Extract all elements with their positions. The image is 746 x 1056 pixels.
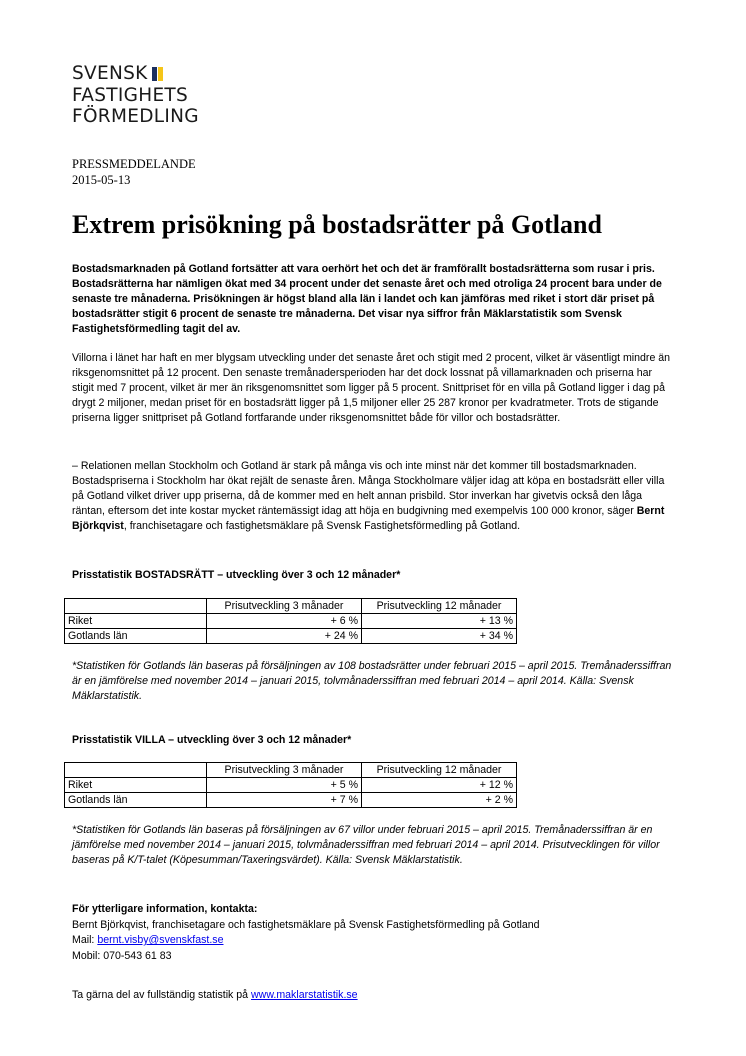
quote-person-name: Bernt Björkqvist	[72, 505, 665, 532]
table-cell: + 5 %	[207, 778, 362, 793]
table-header-cell: Prisutveckling 12 månader	[362, 599, 517, 614]
quote-text: – Relationen mellan Stockholm och Gotland är stark på många vis och inte minst när det kommer till bostadsmarknaden. Bostadspriserna i Stockholm har ökat rejält de senaste åren. Många Stockholmare väljer idag att köpa en bostadsrätt eller villa på Gotland vilket driver upp priserna, då de kommer med en helt annan prisbild. Stor inverkan har givetvis också den låga räntan, eftersom det inte kostar mycket räntemässigt idag att höja en budgivning med exempelvis 100 000 kronor, säger	[72, 460, 665, 517]
table-cell: + 7 %	[207, 793, 362, 808]
table-cell: Gotlands län	[65, 793, 207, 808]
body-paragraph-1: Villorna i länet har haft en mer blygsam utveckling under det senaste året och stigit med 2 procent, vilket är väsentligt mindre än riksgenomsnittet på 12 procent. Den senaste tremånadersperioden har det dock lossnat på villamarknaden och priserna har stigit med 7 procent, vilket är mer än riksgenomsnittet som ligger på 5 procent. Snittpriset för en villa på Gotland ligger i dag på drygt 2 miljoner, medan priset för en bostadsrätt ligger på 1,5 miljoner eller 25 287 kronor per kvadratmeter. Trots de stigande priserna ligger snittpriset på Gotland fortfarande under riksgenomsnittet både för villor och bostadsrätter.	[72, 352, 671, 424]
table-row	[65, 629, 517, 644]
table-cell: + 24 %	[207, 629, 362, 644]
contact-person: Bernt Björkqvist, franchisetagare och fastighetsmäklare på Svensk Fastighetsförmedling på Gotland	[72, 918, 540, 931]
logo-line-3: FÖRMEDLING	[72, 106, 199, 127]
logo-line-2: FASTIGHETS	[72, 84, 189, 106]
contact-mail	[72, 933, 540, 949]
table-cell: + 2 %	[362, 793, 517, 808]
villa-table	[64, 762, 517, 808]
table-cell: + 13 %	[362, 614, 517, 629]
table-header-cell: Prisutveckling 3 månader	[207, 599, 362, 614]
contact-heading: För ytterligare information, kontakta:	[72, 903, 258, 915]
contact-mobile: Mobil: 070-543 61 83	[72, 949, 172, 962]
table-cell: Gotlands län	[65, 629, 207, 644]
press-header	[72, 156, 196, 188]
table-row	[65, 614, 517, 629]
mail-label: Mail:	[72, 934, 98, 946]
table-row	[65, 778, 517, 793]
body-paragraph-2	[72, 459, 674, 534]
table-cell: Riket	[65, 614, 207, 629]
svensk-fastighetsformedling-logo	[72, 63, 199, 128]
table-header-cell: Prisutveckling 12 månader	[362, 763, 517, 778]
table-header-row	[65, 763, 517, 778]
logo-flag-icon	[152, 67, 163, 81]
logo-line-1: SVENSK	[72, 63, 148, 84]
bostadsratt-table-heading: Prisstatistik BOSTADSRÄTT – utveckling över 3 och 12 månader*	[72, 569, 401, 581]
villa-footnote: *Statistiken för Gotlands län baseras på försäljningen av 67 villor under februari 2015 – april 2015. Tremånaderssiffran är en jämförelse med november 2014 – januari 2015, tolvmånaderssiffran med februari 2014 – april 2014. Prisutvecklingen för villor baseras på K/T-talet (Köpesumman/Taxeringsvärdet). Källa: Svensk Mäklarstatistik.	[72, 824, 660, 866]
page-title: Extrem prisökning på bostadsrätter på Gotland	[72, 210, 602, 239]
bostadsratt-footnote: *Statistiken för Gotlands län baseras på försäljningen av 108 bostadsrätter under februari 2015 – april 2015. Tremånaderssiffran är en jämförelse med november 2014 – januari 2015, tolvmånaderssiffran med februari 2014 – april 2014. Källa: Svensk Mäklarstatistik.	[72, 660, 672, 702]
villa-table-heading: Prisstatistik VILLA – utveckling över 3 och 12 månader*	[72, 734, 352, 746]
table-header-cell	[65, 599, 207, 614]
table-header-cell	[65, 763, 207, 778]
bostadsratt-table	[64, 598, 517, 644]
table-cell: Riket	[65, 778, 207, 793]
lead-paragraph: Bostadsmarknaden på Gotland fortsätter att vara oerhört het och det är framförallt bostadsrätterna som rusar i pris. Bostadsrätterna har nämligen ökat med 34 procent under det senaste året och med otroliga 24 procent bara under de senaste tre månaderna. Prisökningen är högst bland alla län i landet och kan jämföras med riket i stort där priset på bostadsrätter stigit 6 procent de senaste tre månaderna. Det visar nya siffror från Mäklarstatistik som Svensk Fastighetsförmedling tagit del av.	[72, 263, 662, 335]
table-cell: + 34 %	[362, 629, 517, 644]
press-label: PRESSMEDDELANDE	[72, 157, 196, 171]
table-row	[65, 793, 517, 808]
table-header-row	[65, 599, 517, 614]
press-date: 2015-05-13	[72, 173, 131, 187]
table-cell: + 12 %	[362, 778, 517, 793]
footer-text	[72, 988, 358, 1003]
footer-label: Ta gärna del av fullständig statistik på	[72, 989, 252, 1001]
table-header-cell: Prisutveckling 3 månader	[207, 763, 362, 778]
maklarstatistik-link[interactable]: www.maklarstatistik.se	[251, 989, 358, 1001]
contact-block	[72, 902, 540, 964]
email-link[interactable]: bernt.visby@svenskfast.se	[97, 934, 224, 946]
table-cell: + 6 %	[207, 614, 362, 629]
quote-attribution: , franchisetagare och fastighetsmäklare på Svensk Fastighetsförmedling på Gotland.	[123, 520, 521, 532]
